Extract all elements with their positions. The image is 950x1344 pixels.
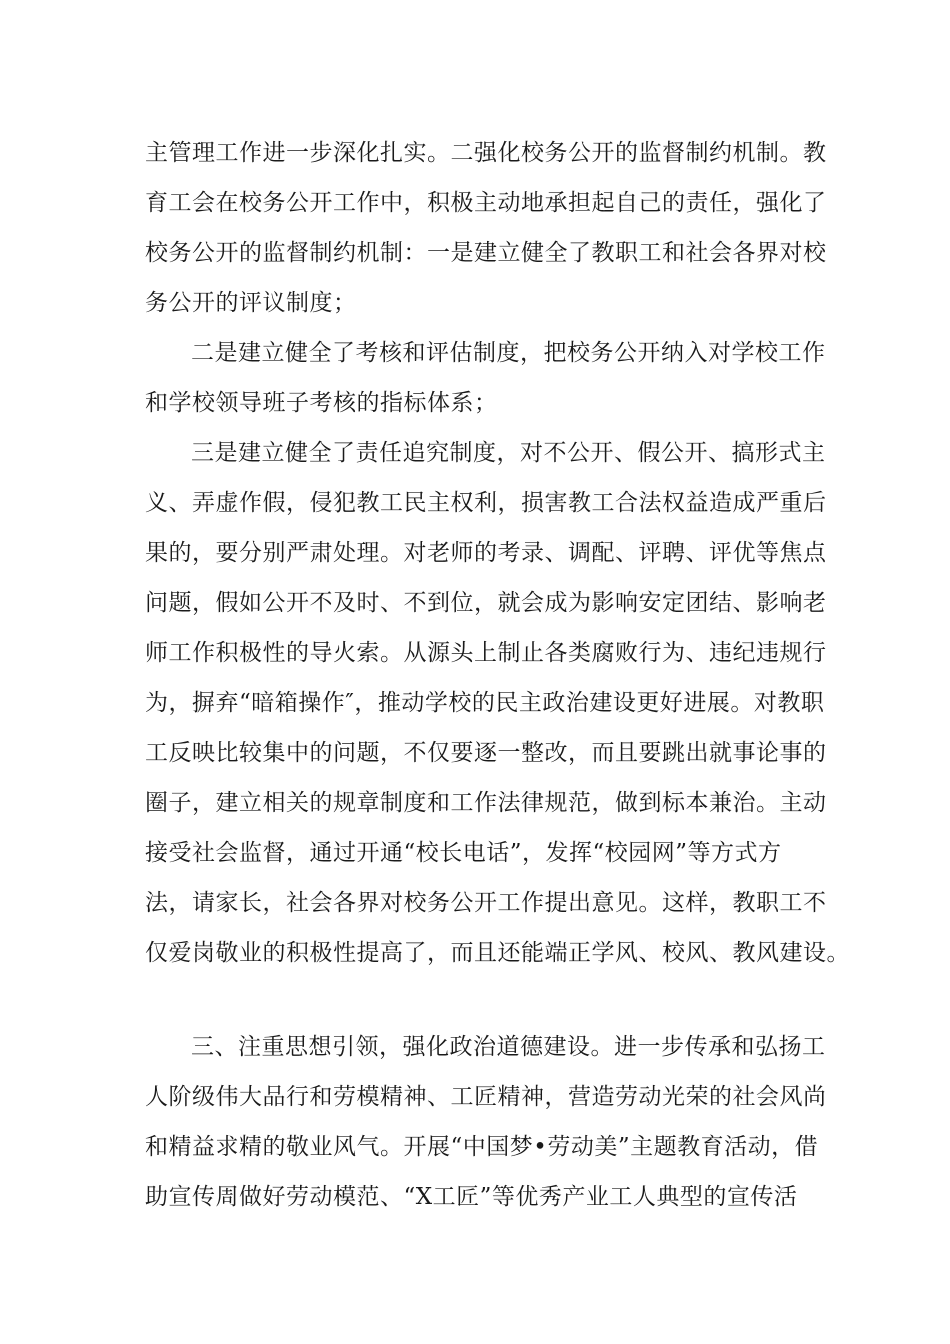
- paragraph-line: 接受社会监督，通过开通“校长电话”，发挥“校园网”等方式方: [145, 840, 782, 866]
- paragraph-3: [145, 428, 850, 978]
- paragraph-line: 工反映比较集中的问题，不仅要逐一整改，而且要跳出就事论事的: [145, 740, 827, 766]
- paragraph-line: 务公开的评议制度；: [145, 290, 357, 316]
- paragraph-line: 三、注重思想引领，强化政治道德建设。进一步传承和弘扬工: [191, 1034, 826, 1060]
- paragraph-line: 人阶级伟大品行和劳模精神、工匠精神，营造劳动光荣的社会风尚: [145, 1084, 827, 1110]
- paragraph-line: 师工作积极性的导火索。从源头上制止各类腐败行为、违纪违规行: [145, 640, 827, 666]
- paragraph-line: 育工会在校务公开工作中，积极主动地承担起自己的责任，强化了: [145, 190, 827, 216]
- paragraph-line: 助宣传周做好劳动模范、“X工匠”等优秀产业工人典型的宣传活: [145, 1184, 798, 1210]
- paragraph-line: 仅爱岗敬业的积极性提高了，而且还能端正学风、校风、教风建设。: [145, 940, 850, 966]
- paragraph-1: [145, 128, 835, 328]
- paragraph-line: 圈子，建立相关的规章制度和工作法律规范，做到标本兼治。主动: [145, 790, 827, 816]
- paragraph-line: 果的，要分别严肃处理。对老师的考录、调配、评聘、评优等焦点: [145, 540, 827, 566]
- paragraph-line: 三是建立健全了责任追究制度，对不公开、假公开、搞形式主: [191, 440, 826, 466]
- paragraph-line: 校务公开的监督制约机制：一是建立健全了教职工和社会各界对校: [145, 240, 827, 266]
- paragraph-line: 法，请家长，社会各界对校务公开工作提出意见。这样，教职工不: [145, 890, 827, 916]
- paragraph-line: 为，摒弃“暗箱操作″，推动学校的民主政治建设更好进展。对教职: [145, 690, 825, 716]
- paragraph-line: 问题，假如公开不及时、不到位，就会成为影响安定团结、影响老: [145, 590, 827, 616]
- paragraph-line: 主管理工作进一步深化扎实。二强化校务公开的监督制约机制。教: [145, 140, 827, 166]
- paragraph-2: [145, 328, 835, 428]
- paragraph-line: 二是建立健全了考核和评估制度，把校务公开纳入对学校工作: [191, 340, 826, 366]
- paragraph-line: 和精益求精的敬业风气。开展“中国梦•劳动美”主题教育活动，借: [145, 1134, 819, 1160]
- paragraph-line: 和学校领导班子考核的指标体系；: [145, 390, 498, 416]
- paragraph-line: 义、弄虚作假，侵犯教工民主权利，损害教工合法权益造成严重后: [145, 490, 827, 516]
- paragraph-4: [145, 1022, 835, 1222]
